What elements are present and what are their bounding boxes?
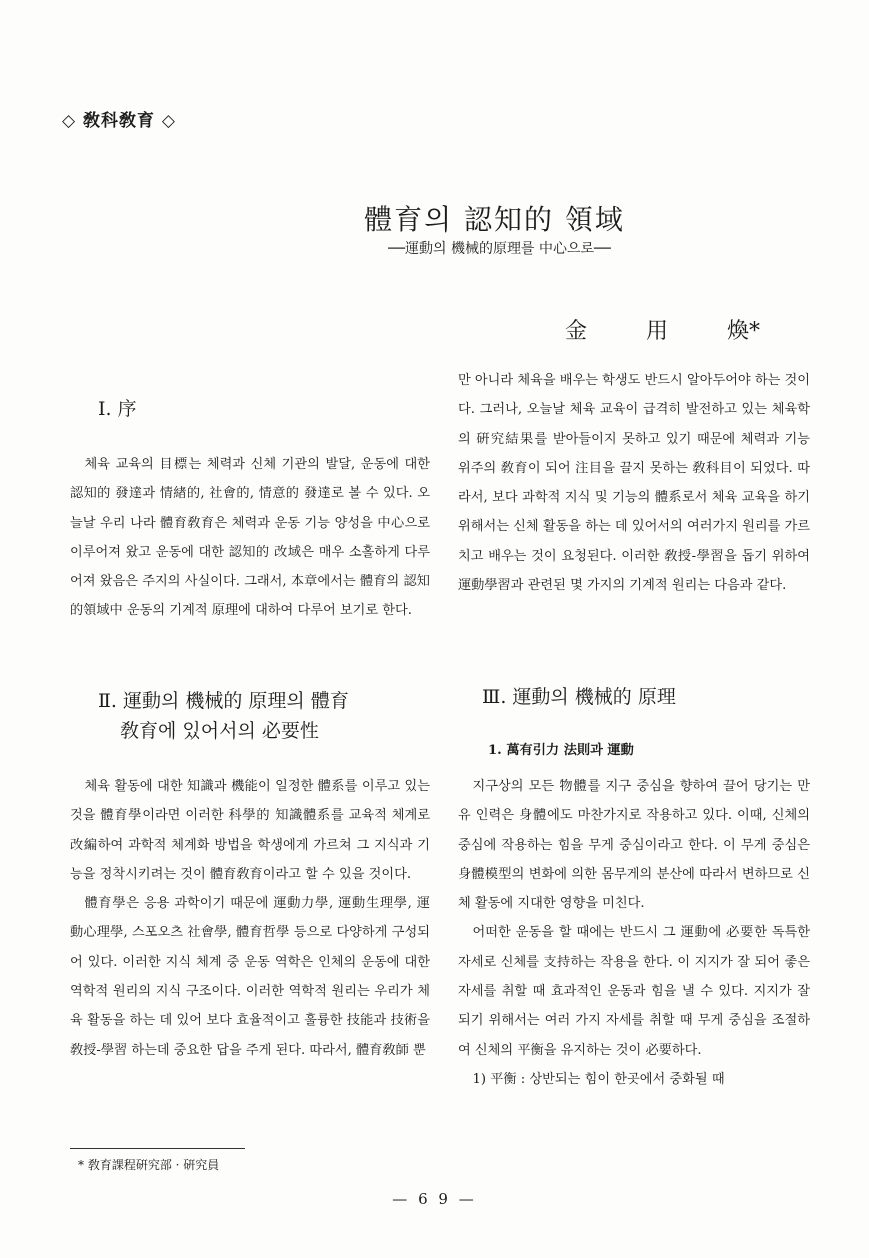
article-subtitle-text: ──運動의 機械的原理를 中心으로── xyxy=(388,241,611,257)
article-subtitle xyxy=(0,238,869,258)
subsection-1-paragraph-3: 1) 平衡 : 상반되는 힘이 한곳에서 중화될 때 xyxy=(472,1071,725,1087)
section-2-body xyxy=(70,772,430,1065)
section-1-paragraph: 체육 교육의 目標는 체력과 신체 기관의 발달, 운동에 대한 認知的 發達과 情緖的, 社會的, 情意的 發達로 볼 수 있다. 오늘날 우리 나라 體育敎育은 체력과 운동 기능 양성을 中心으로 이루어져 왔고 운동에 대한 認知的 改域은 매우 소홀하게 다루어져 왔음은 주지의 사실이다. 그래서, 本章에서는 體育의 認知的領域中 운동의 기계적 原理에 대하여 다루어 보기로 한다. xyxy=(70,457,430,619)
subsection-1-paragraph-1: 지구상의 모든 物體를 지구 중심을 향하여 끌어 당기는 만유 인력은 身體에도 마찬가지로 작용하고 있다. 이때, 신체의 중심에 작용하는 힘을 무게 중심이라고 한다. 이 무게 중심은 身體模型의 변화에 의한 몸무게의 분산에 따라서 변하므로 신체 활동에 지대한 영향을 미친다. xyxy=(458,779,810,912)
article-title-text: 體育의 認知的 領域 xyxy=(364,203,625,236)
subsection-1-body xyxy=(458,772,810,1094)
section-3-title: Ⅲ. 運動의 機械的 原理 xyxy=(482,686,676,708)
section-2-paragraph-2: 體育學은 응용 과학이기 때문에 運動力學, 運動生理學, 運動心理學, 스포오츠 社會學, 體育哲學 등으로 다양하게 구성되어 있다. 이러한 지식 체계 중 운동 역학은 인체의 운동에 대한 역학적 원리의 지식 구조이다. 이러한 역학적 원리는 우리가 체육 활동을 하는 데 있어 보다 효율적이고 훌륭한 技能과 技術을 敎授-學習 하는데 중요한 답을 주게 된다. 따라서, 體育敎師 뿐 xyxy=(70,896,430,1058)
section-2-title-line2: 敎育에 있어서의 必要性 xyxy=(120,720,319,742)
footnote-divider xyxy=(70,1148,245,1149)
section-1-body xyxy=(70,450,430,626)
subsection-1-title: 1. 萬有引力 法則과 運動 xyxy=(488,743,634,758)
section-1-title: Ⅰ. 序 xyxy=(98,398,137,420)
footnote: * 敎育課程硏究部 · 硏究員 xyxy=(78,1158,220,1172)
subsection-1-paragraph-2: 어떠한 운동을 할 때에는 반드시 그 運動에 必要한 독특한 자세로 신체를 支持하는 작용을 한다. 이 지지가 잘 되어 좋은 자세를 취할 때 효과적인 운동과 힘을 낼 수 있다. 지지가 잘 되기 위해서는 여러 가지 자세를 취할 때 무게 중심을 조절하여 신체의 平衡을 유지하는 것이 必要하다. xyxy=(458,925,810,1058)
page-number: — 6 9 — xyxy=(392,1190,477,1208)
category-label: ◇ 敎科敎育 ◇ xyxy=(62,111,176,131)
section-2-paragraph-1: 체육 활동에 대한 知識과 機能이 일정한 體系를 이루고 있는 것을 體育學이라면 이러한 科學的 知識體系를 교육적 체계로 改編하여 과학적 체계화 방법을 학생에게 가르쳐 그 지식과 기능을 정착시키려는 것이 體育敎育이라고 할 수 있을 것이다. xyxy=(70,779,430,882)
section-2-heading xyxy=(98,686,349,746)
section-2-title-line1: Ⅱ. 運動의 機械的 原理의 體育 xyxy=(98,690,349,712)
author-name: 金 用 煥* xyxy=(565,319,760,344)
continued-paragraph: 만 아니라 체육을 배우는 학생도 반드시 알아두어야 하는 것이다. 그러나, 오늘날 체육 교육이 급격히 발전하고 있는 체육학의 硏究結果를 받아들이지 못하고 있기 때문에 체력과 기능 위주의 敎育이 되어 注目을 끌지 못하는 敎科目이 되었다. 따라서, 보다 과학적 지식 및 기능의 體系로서 체육 교육을 하기 위해서는 신체 활동을 하는 데 있어서의 여러가지 원리를 가르치고 배우는 것이 요청된다. 이러한 敎授-學習을 돕기 위하여 運動學習과 관련된 몇 가지의 기계적 원리는 다음과 같다. xyxy=(458,373,811,594)
article-title xyxy=(0,198,869,238)
continued-body xyxy=(458,366,810,600)
